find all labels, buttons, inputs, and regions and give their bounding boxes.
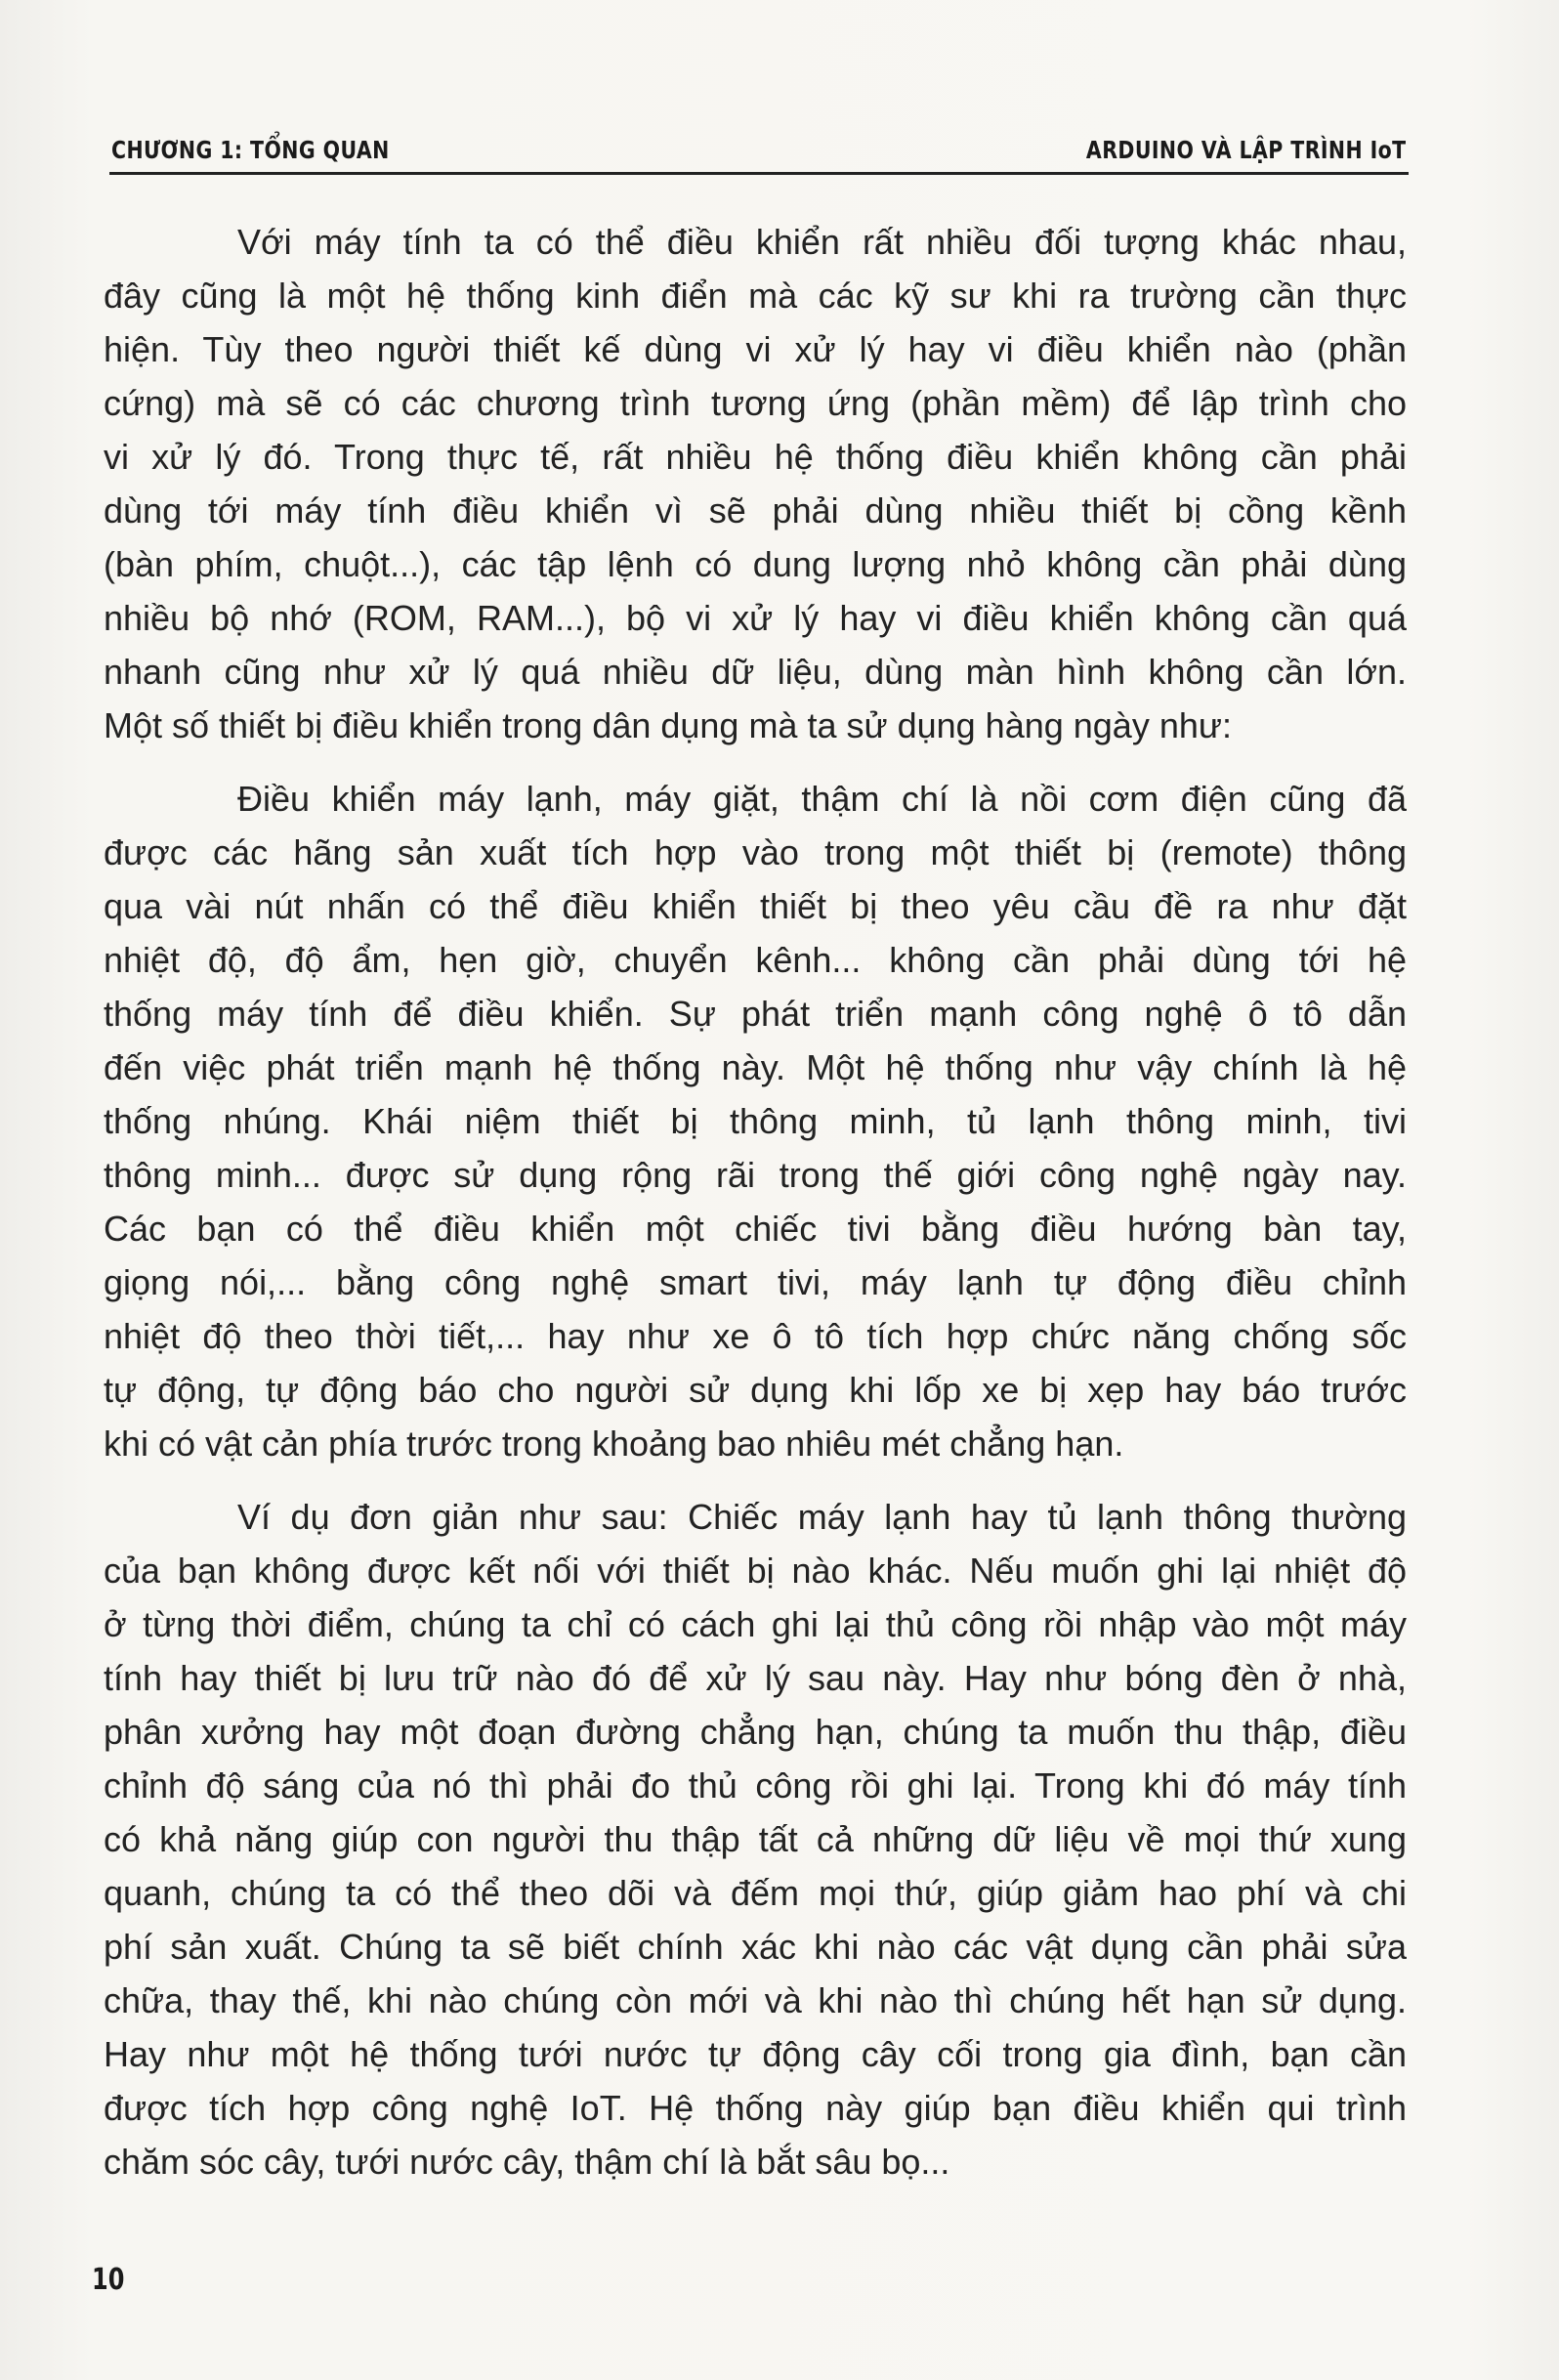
- text-line: tính hay thiết bị lưu trữ nào đó để xử lý sau này. Hay như bóng đèn ở nhà,: [104, 1658, 1407, 1698]
- text-line: nhiệt độ, độ ẩm, hẹn giờ, chuyển kênh... không cần phải dùng tới hệ: [104, 940, 1407, 980]
- text-line: cứng) mà sẽ có các chương trình tương ứng (phần mềm) để lập trình cho: [104, 383, 1407, 423]
- text-line: phí sản xuất. Chúng ta sẽ biết chính xác khi nào các vật dụng cần phải sửa: [104, 1927, 1407, 1967]
- paragraph-2: [104, 772, 1407, 1470]
- text-line: thông minh... được sử dụng rộng rãi trong thế giới công nghệ ngày nay.: [104, 1155, 1407, 1195]
- text-line: (bàn phím, chuột...), các tập lệnh có dung lượng nhỏ không cần phải dùng: [104, 544, 1407, 584]
- paragraph-1: [104, 215, 1407, 752]
- text-line: Với máy tính ta có thể điều khiển rất nhiều đối tượng khác nhau,: [237, 222, 1407, 262]
- text-line: Các bạn có thể điều khiển một chiếc tivi bằng điều hướng bàn tay,: [104, 1209, 1407, 1249]
- paragraph-spacer: [104, 1470, 1407, 1490]
- text-line: Một số thiết bị điều khiển trong dân dụng mà ta sử dụng hàng ngày như:: [104, 705, 1232, 745]
- text-line: thống nhúng. Khái niệm thiết bị thông minh, tủ lạnh thông minh, tivi: [104, 1101, 1407, 1141]
- text-line: quanh, chúng ta có thể theo dõi và đếm mọi thứ, giúp giảm hao phí và chi: [104, 1873, 1407, 1913]
- text-line: Điều khiển máy lạnh, máy giặt, thậm chí là nồi cơm điện cũng đã: [237, 779, 1407, 819]
- text-line: có khả năng giúp con người thu thập tất cả những dữ liệu về mọi thứ xung: [104, 1819, 1407, 1859]
- text-line: Ví dụ đơn giản như sau: Chiếc máy lạnh hay tủ lạnh thông thường: [237, 1497, 1407, 1537]
- text-line: vi xử lý đó. Trong thực tế, rất nhiều hệ thống điều khiển không cần phải: [104, 437, 1407, 477]
- text-line: tự động, tự động báo cho người sử dụng khi lốp xe bị xẹp hay báo trước: [104, 1370, 1407, 1410]
- text-line: giọng nói,... bằng công nghệ smart tivi, máy lạnh tự động điều chỉnh: [104, 1262, 1407, 1302]
- chapter-title: CHƯƠNG 1: TỔNG QUAN: [111, 136, 390, 164]
- body-text: [104, 215, 1407, 2189]
- text-line: hiện. Tùy theo người thiết kế dùng vi xử lý hay vi điều khiển nào (phần: [104, 329, 1407, 369]
- paragraph-3: [104, 1490, 1407, 2189]
- text-line: qua vài nút nhấn có thể điều khiển thiết bị theo yêu cầu đề ra như đặt: [104, 886, 1407, 926]
- book-title: ARDUINO VÀ LẬP TRÌNH IoT: [1086, 136, 1407, 164]
- text-line: được các hãng sản xuất tích hợp vào trong một thiết bị (remote) thông: [104, 832, 1407, 872]
- text-line: phân xưởng hay một đoạn đường chẳng hạn, chúng ta muốn thu thập, điều: [104, 1712, 1407, 1752]
- paragraph-spacer: [104, 752, 1407, 772]
- text-line: nhiều bộ nhớ (ROM, RAM...), bộ vi xử lý hay vi điều khiển không cần quá: [104, 598, 1407, 638]
- text-line: chăm sóc cây, tưới nước cây, thậm chí là bắt sâu bọ...: [104, 2142, 950, 2182]
- text-line: chữa, thay thế, khi nào chúng còn mới và khi nào thì chúng hết hạn sử dụng.: [104, 1980, 1407, 2020]
- text-line: nhiệt độ theo thời tiết,... hay như xe ô tô tích hợp chức năng chống sốc: [104, 1316, 1407, 1356]
- text-line: ở từng thời điểm, chúng ta chỉ có cách ghi lại thủ công rồi nhập vào một máy: [104, 1604, 1407, 1644]
- text-line: dùng tới máy tính điều khiển vì sẽ phải dùng nhiều thiết bị cồng kềnh: [104, 490, 1407, 531]
- text-line: đến việc phát triển mạnh hệ thống này. Một hệ thống như vậy chính là hệ: [104, 1047, 1407, 1087]
- text-line: được tích hợp công nghệ IoT. Hệ thống này giúp bạn điều khiển qui trình: [104, 2088, 1407, 2128]
- text-line: của bạn không được kết nối với thiết bị nào khác. Nếu muốn ghi lại nhiệt độ: [104, 1551, 1407, 1591]
- text-line: nhanh cũng như xử lý quá nhiều dữ liệu, dùng màn hình không cần lớn.: [104, 652, 1407, 692]
- text-line: chỉnh độ sáng của nó thì phải đo thủ công rồi ghi lại. Trong khi đó máy tính: [104, 1765, 1407, 1806]
- page-number: 10: [92, 2263, 125, 2297]
- text-line: Hay như một hệ thống tưới nước tự động cây cối trong gia đình, bạn cần: [104, 2034, 1407, 2074]
- text-line: thống máy tính để điều khiển. Sự phát triển mạnh công nghệ ô tô dẫn: [104, 994, 1407, 1034]
- running-header: [109, 125, 1409, 175]
- text-line: đây cũng là một hệ thống kinh điển mà các kỹ sư khi ra trường cần thực: [104, 276, 1407, 316]
- text-line: khi có vật cản phía trước trong khoảng bao nhiêu mét chẳng hạn.: [104, 1424, 1124, 1464]
